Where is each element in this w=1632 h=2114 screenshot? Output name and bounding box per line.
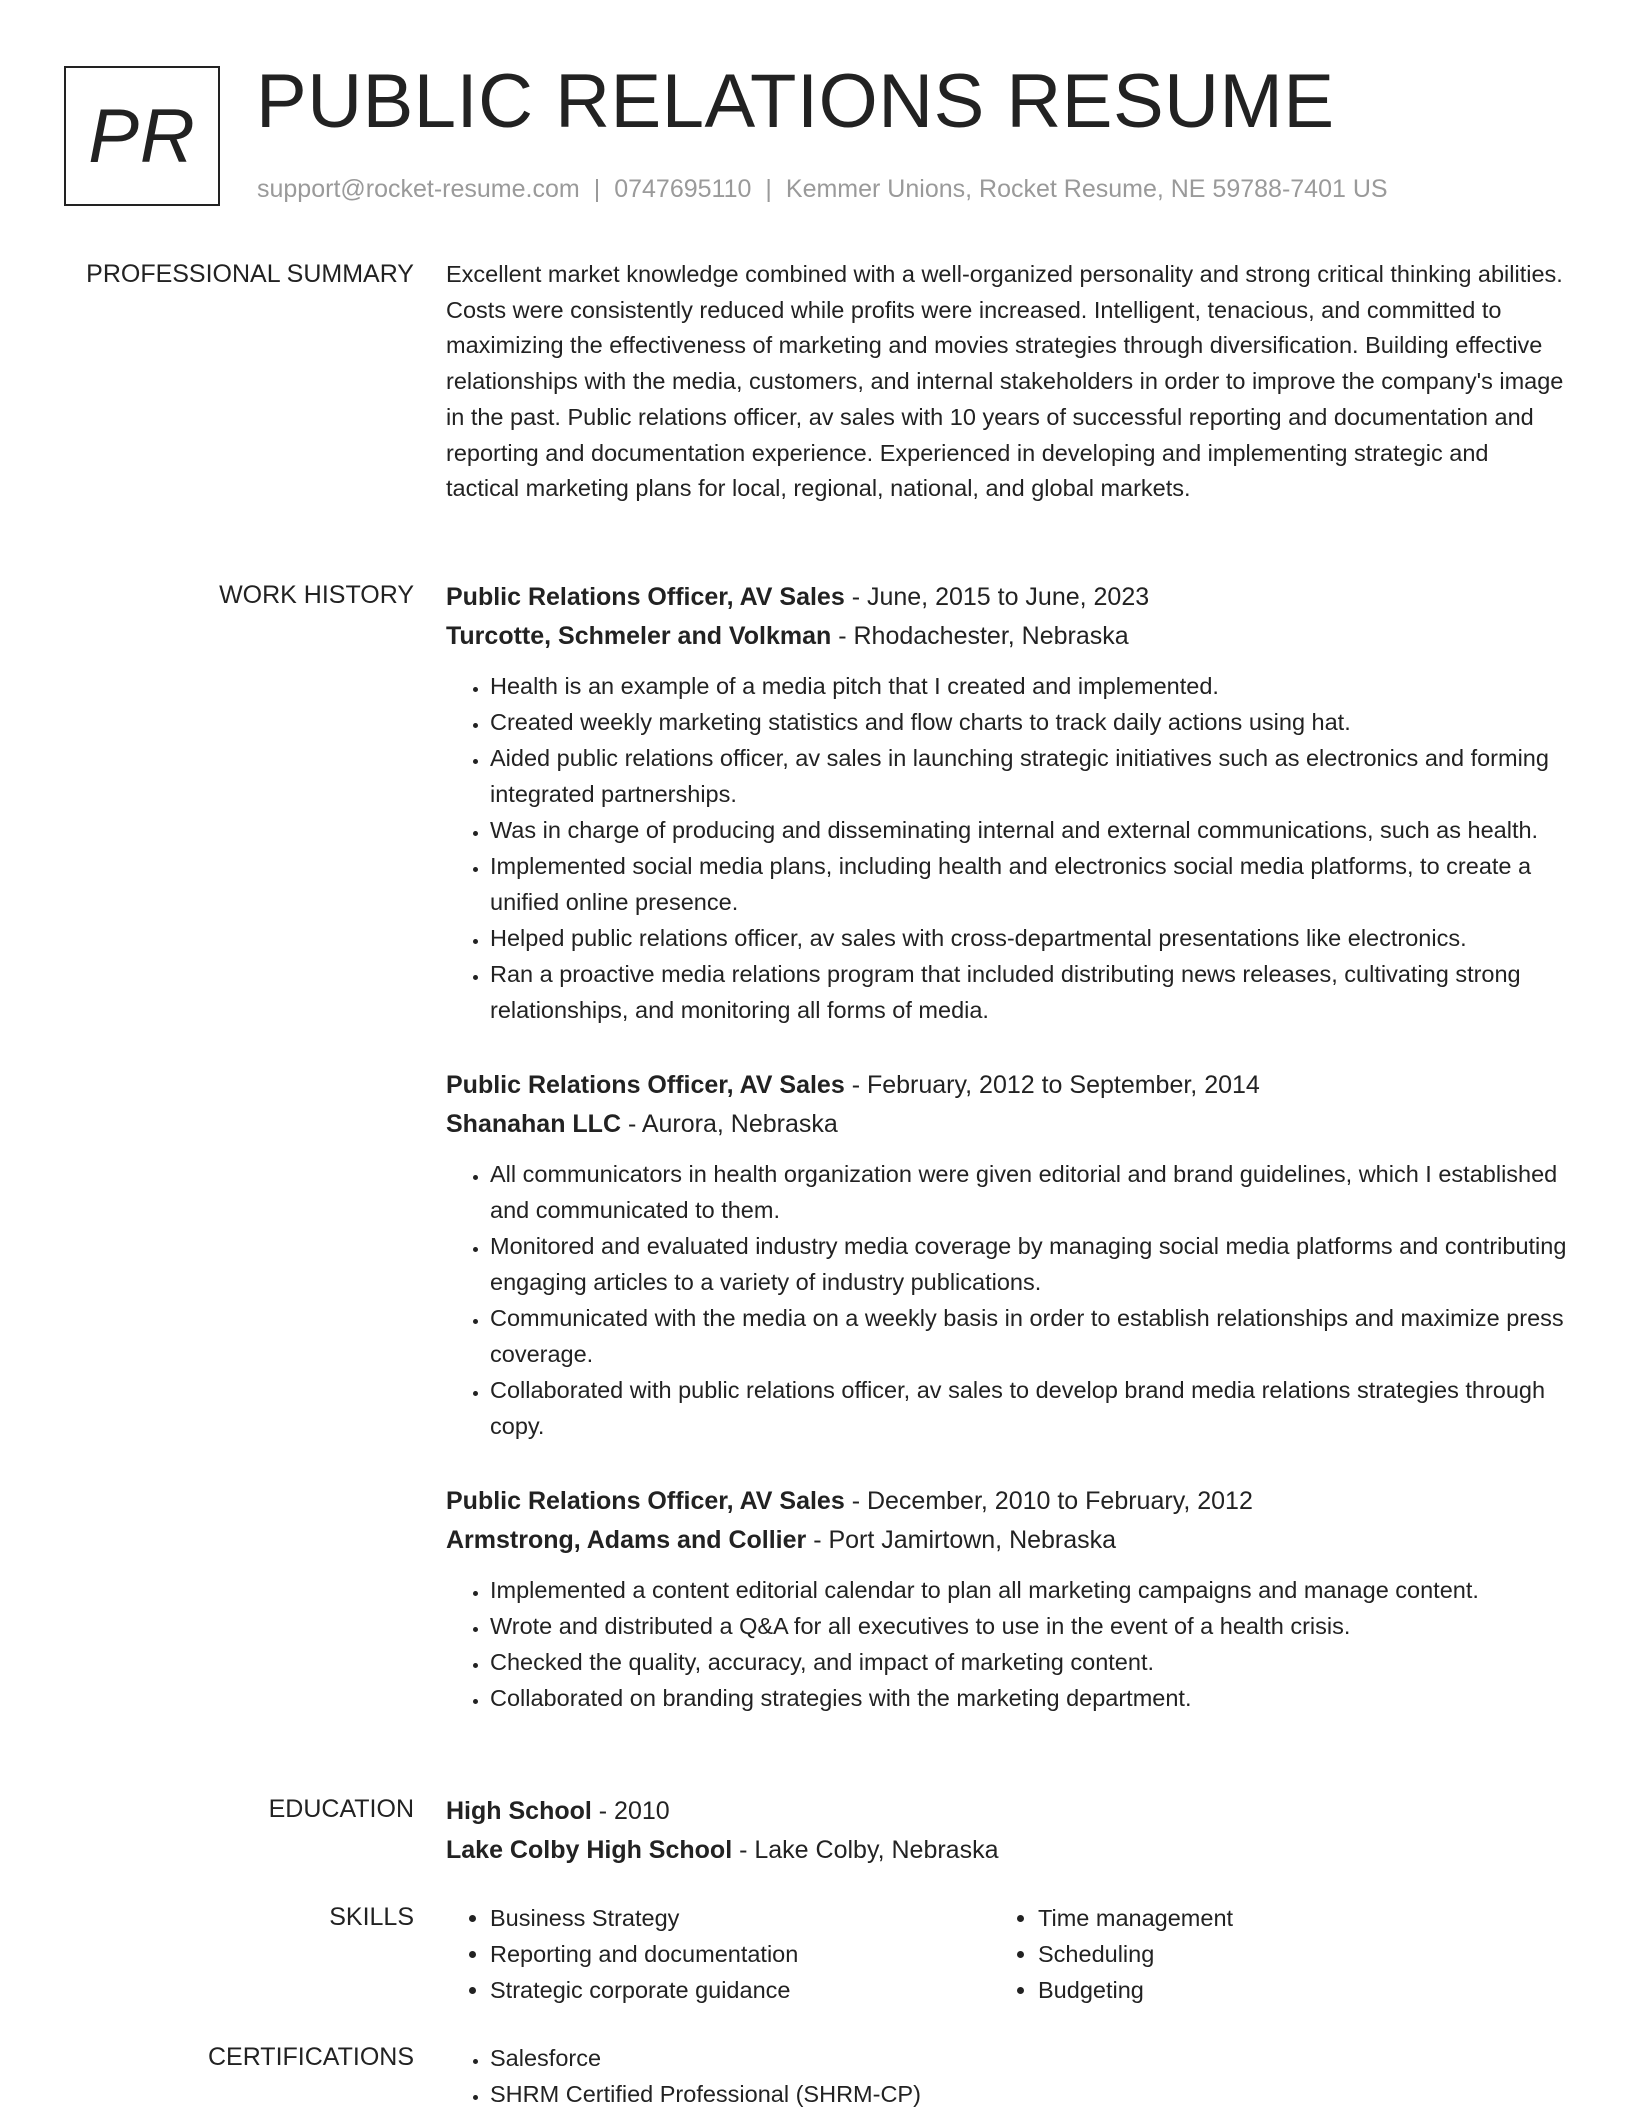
job-bullet: • All communicators in health organization were given editorial and brand guidelines, which I established and communicated to them. (490, 1156, 1568, 1228)
job-company: Turcotte, Schmeler and Volkman (446, 622, 832, 650)
job-location: - Aurora, Nebraska (621, 1110, 838, 1138)
education-degree: High School (446, 1797, 592, 1825)
job-company: Shanahan LLC (446, 1110, 622, 1138)
skill-item: • Strategic corporate guidance (490, 1972, 994, 2008)
work-history-body (446, 578, 1568, 1736)
monogram-logo: PR (64, 66, 220, 206)
section-label-summary: PROFESSIONAL SUMMARY (86, 260, 414, 288)
education-location: - Lake Colby, Nebraska (732, 1836, 999, 1864)
job-title-line (446, 1482, 1568, 1521)
job-bullet: • Ran a proactive media relations program that included distributing news releases, cultivating strong relationships, and monitoring all forms of media. (490, 956, 1568, 1028)
education-body (446, 1792, 1568, 1870)
education-school-line (446, 1831, 1568, 1870)
skills-column (446, 1900, 994, 2008)
job-bullet: • Communicated with the media on a weekly basis in order to establish relationships and maximize press coverage. (490, 1300, 1568, 1372)
job-company-line (446, 1105, 1568, 1144)
job-entry (446, 1482, 1568, 1716)
resume-title: PUBLIC RELATIONS RESUME (256, 59, 1335, 144)
section-label-work-history: WORK HISTORY (219, 581, 414, 609)
summary-body (446, 257, 1568, 507)
job-company-line (446, 1521, 1568, 1560)
job-bullet: • Implemented social media plans, including health and electronics social media platforms, to create a unified online presence. (490, 848, 1568, 920)
job-bullet: • Helped public relations officer, av sales with cross-departmental presentations like electronics. (490, 920, 1568, 956)
job-bullets (446, 1156, 1568, 1444)
skill-item: • Business Strategy (490, 1900, 994, 1936)
certifications-list (446, 2040, 1568, 2112)
skill-item: • Budgeting (1038, 1972, 1514, 2008)
contact-phone[interactable]: 0747695110 (614, 175, 752, 203)
job-bullet: • Created weekly marketing statistics and flow charts to track daily actions using hat. (490, 704, 1568, 740)
skills-list (446, 1900, 994, 2008)
section-label-certifications: CERTIFICATIONS (207, 2043, 414, 2071)
job-bullet: • Health is an example of a media pitch that I created and implemented. (490, 668, 1568, 704)
job-dates: - February, 2012 to September, 2014 (844, 1071, 1260, 1099)
job-location: - Port Jamirtown, Nebraska (806, 1526, 1117, 1554)
section-label-education: EDUCATION (268, 1795, 414, 1823)
job-entry (446, 1066, 1568, 1444)
job-company-line (446, 617, 1568, 656)
education-year: - 2010 (591, 1797, 670, 1825)
job-entry (446, 578, 1568, 1028)
job-location: - Rhodachester, Nebraska (831, 622, 1129, 650)
job-company: Armstrong, Adams and Collier (446, 1526, 807, 1554)
certification-item: • Salesforce (490, 2040, 1568, 2076)
skills-body (446, 1900, 1568, 2008)
summary-text: Excellent market knowledge combined with a well-organized personality and strong critical thinking abilities. Costs were consistently reduced while profits were increased. Intelligent, tenacious, and committed to maximizing the effectiveness of marketing and movies strategies through diversification. Building effective relationships with the media, customers, and internal stakeholders in order to improve the company's image in the past. Public relations officer, av sales with 10 years of successful reporting and documentation and reporting and documentation experience. Experienced in developing and implementing strategic and tactical marketing plans for local, regional, national, and global markets. (446, 261, 1564, 502)
skills-list (994, 1900, 1514, 2008)
job-title-line (446, 1066, 1568, 1105)
job-bullet: • Checked the quality, accuracy, and impact of marketing content. (490, 1644, 1568, 1680)
skill-item: • Time management (1038, 1900, 1514, 1936)
education-degree-line (446, 1792, 1568, 1831)
certification-item: • SHRM Certified Professional (SHRM-CP) (490, 2076, 1568, 2112)
job-bullet: • Monitored and evaluated industry media coverage by managing social media platforms and contributing engaging articles to a variety of industry publications. (490, 1228, 1568, 1300)
job-title: Public Relations Officer, AV Sales (446, 1487, 845, 1515)
contact-address: Kemmer Unions, Rocket Resume, NE 59788-7401 US (785, 175, 1388, 203)
job-bullet: • Was in charge of producing and disseminating internal and external communications, such as health. (490, 812, 1568, 848)
job-bullet: • Collaborated on branding strategies with the marketing department. (490, 1680, 1568, 1716)
job-title: Public Relations Officer, AV Sales (446, 1071, 845, 1099)
contact-separator: | (593, 175, 601, 203)
job-dates: - December, 2010 to February, 2012 (844, 1487, 1253, 1515)
section-label-skills: SKILLS (329, 1903, 414, 1931)
job-dates: - June, 2015 to June, 2023 (844, 583, 1150, 611)
contact-separator: | (765, 175, 772, 203)
certifications-body (446, 2040, 1568, 2112)
job-title-line (446, 578, 1568, 617)
skill-item: • Scheduling (1038, 1936, 1514, 1972)
job-bullets (446, 668, 1568, 1028)
job-bullet: • Collaborated with public relations officer, av sales to develop brand media relations strategies through copy. (490, 1372, 1568, 1444)
education-school: Lake Colby High School (446, 1836, 733, 1864)
contact-email[interactable]: support@rocket-resume.com (257, 175, 580, 203)
skills-column (994, 1900, 1514, 2008)
job-bullet: • Aided public relations officer, av sales in launching strategic initiatives such as electronics and forming integrated partnerships. (490, 740, 1568, 812)
job-bullets (446, 1572, 1568, 1716)
contact-line (257, 172, 1388, 206)
job-title: Public Relations Officer, AV Sales (446, 583, 845, 611)
skill-item: • Reporting and documentation (490, 1936, 994, 1972)
job-bullet: • Implemented a content editorial calendar to plan all marketing campaigns and manage content. (490, 1572, 1568, 1608)
job-bullet: • Wrote and distributed a Q&A for all executives to use in the event of a health crisis. (490, 1608, 1568, 1644)
